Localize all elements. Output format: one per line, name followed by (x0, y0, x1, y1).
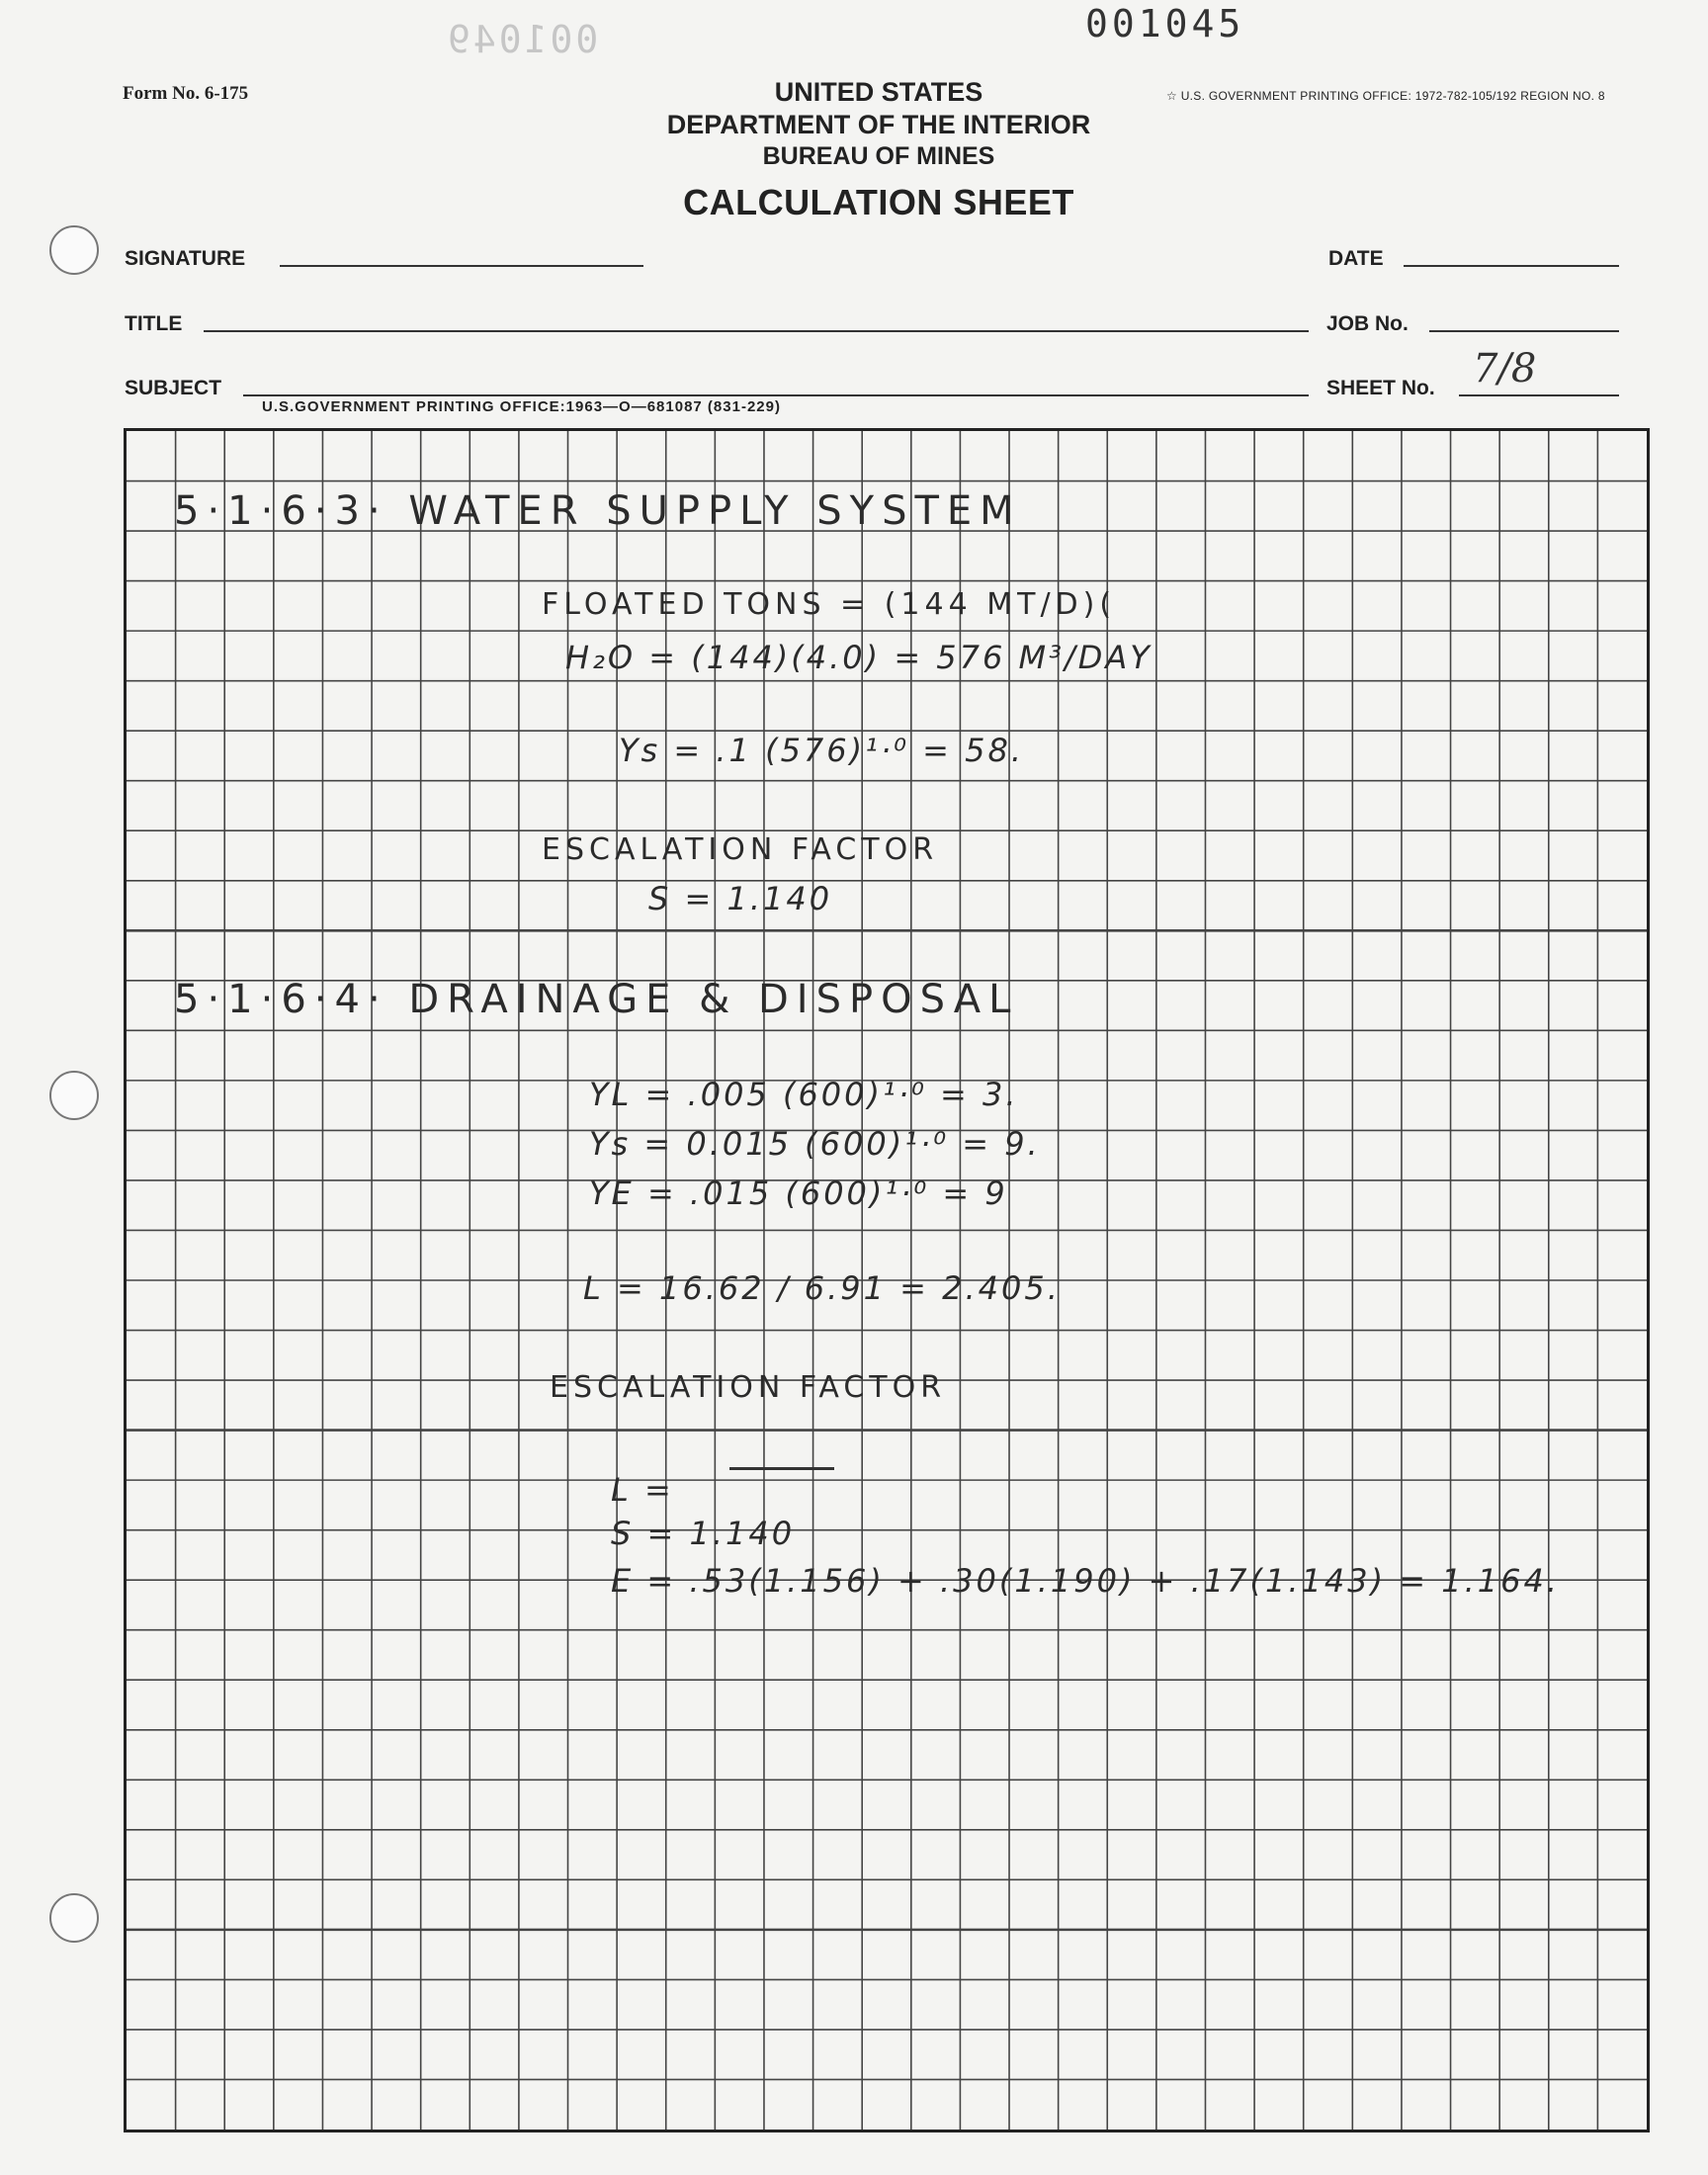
note-escalation-factor-2: ESCALATION FACTOR (550, 1370, 947, 1405)
subject-label: SUBJECT (125, 377, 222, 399)
date-line (1404, 265, 1619, 267)
job-no-line (1429, 330, 1619, 332)
gpo-notice-sub: U.S.GOVERNMENT PRINTING OFFICE:1963—O—681087 (831-229) (262, 398, 781, 415)
punch-hole-top (49, 225, 99, 275)
faint-stamp-number: 001049 (445, 18, 599, 61)
title-label: TITLE (125, 312, 183, 335)
signature-line (280, 265, 643, 267)
note-l-blank-line (729, 1467, 834, 1470)
note-s-value-1: S = 1.140 (648, 880, 833, 917)
note-escalation-factor-1: ESCALATION FACTOR (542, 832, 939, 867)
sheet-no-label: SHEET No. (1326, 377, 1435, 399)
note-s-value-2: S = 1.140 (611, 1515, 796, 1552)
header-department: DEPARTMENT OF THE INTERIOR (666, 110, 1091, 139)
title-line (204, 330, 1309, 332)
sheet-no-value: 7/8 (1473, 346, 1537, 392)
note-yl: YL = .005 (600)¹·⁰ = 3. (589, 1076, 1019, 1113)
note-ys-water: Ys = .1 (576)¹·⁰ = 58. (619, 732, 1024, 769)
header-bureau: BUREAU OF MINES (762, 142, 995, 170)
subject-line (243, 394, 1309, 396)
note-l-value: L = (611, 1471, 674, 1509)
note-l-ratio: L = 16.62 / 6.91 = 2.405. (583, 1269, 1061, 1307)
document-number: 001045 (1085, 2, 1245, 45)
gpo-notice-top: ☆ U.S. GOVERNMENT PRINTING OFFICE: 1972-782-105/192 REGION NO. 8 (1166, 89, 1605, 103)
note-ye: YE = .015 (600)¹·⁰ = 9 (589, 1174, 1008, 1212)
sheet-no-line (1459, 394, 1619, 396)
page-title: CALCULATION SHEET (683, 182, 1074, 222)
section-heading-water-supply: 5·1·6·3· WATER SUPPLY SYSTEM (174, 488, 1022, 534)
punch-hole-middle (49, 1071, 99, 1120)
form-number: Form No. 6-175 (123, 83, 249, 104)
punch-hole-bottom (49, 1893, 99, 1943)
note-h2o: H₂O = (144)(4.0) = 576 M³/DAY (565, 639, 1153, 676)
job-no-label: JOB No. (1326, 312, 1409, 335)
note-e-value: E = .53(1.156) + .30(1.190) + .17(1.143) = 1.164. (611, 1562, 1561, 1600)
note-floated-tons: FLOATED TONS = (144 MT/D)( (542, 587, 1117, 622)
note-ys-drainage: Ys = 0.015 (600)¹·⁰ = 9. (589, 1125, 1041, 1163)
section-heading-drainage: 5·1·6·4· DRAINAGE & DISPOSAL (174, 977, 1019, 1022)
header-united-states: UNITED STATES (774, 77, 983, 107)
date-label: DATE (1328, 247, 1384, 270)
signature-label: SIGNATURE (125, 247, 246, 270)
